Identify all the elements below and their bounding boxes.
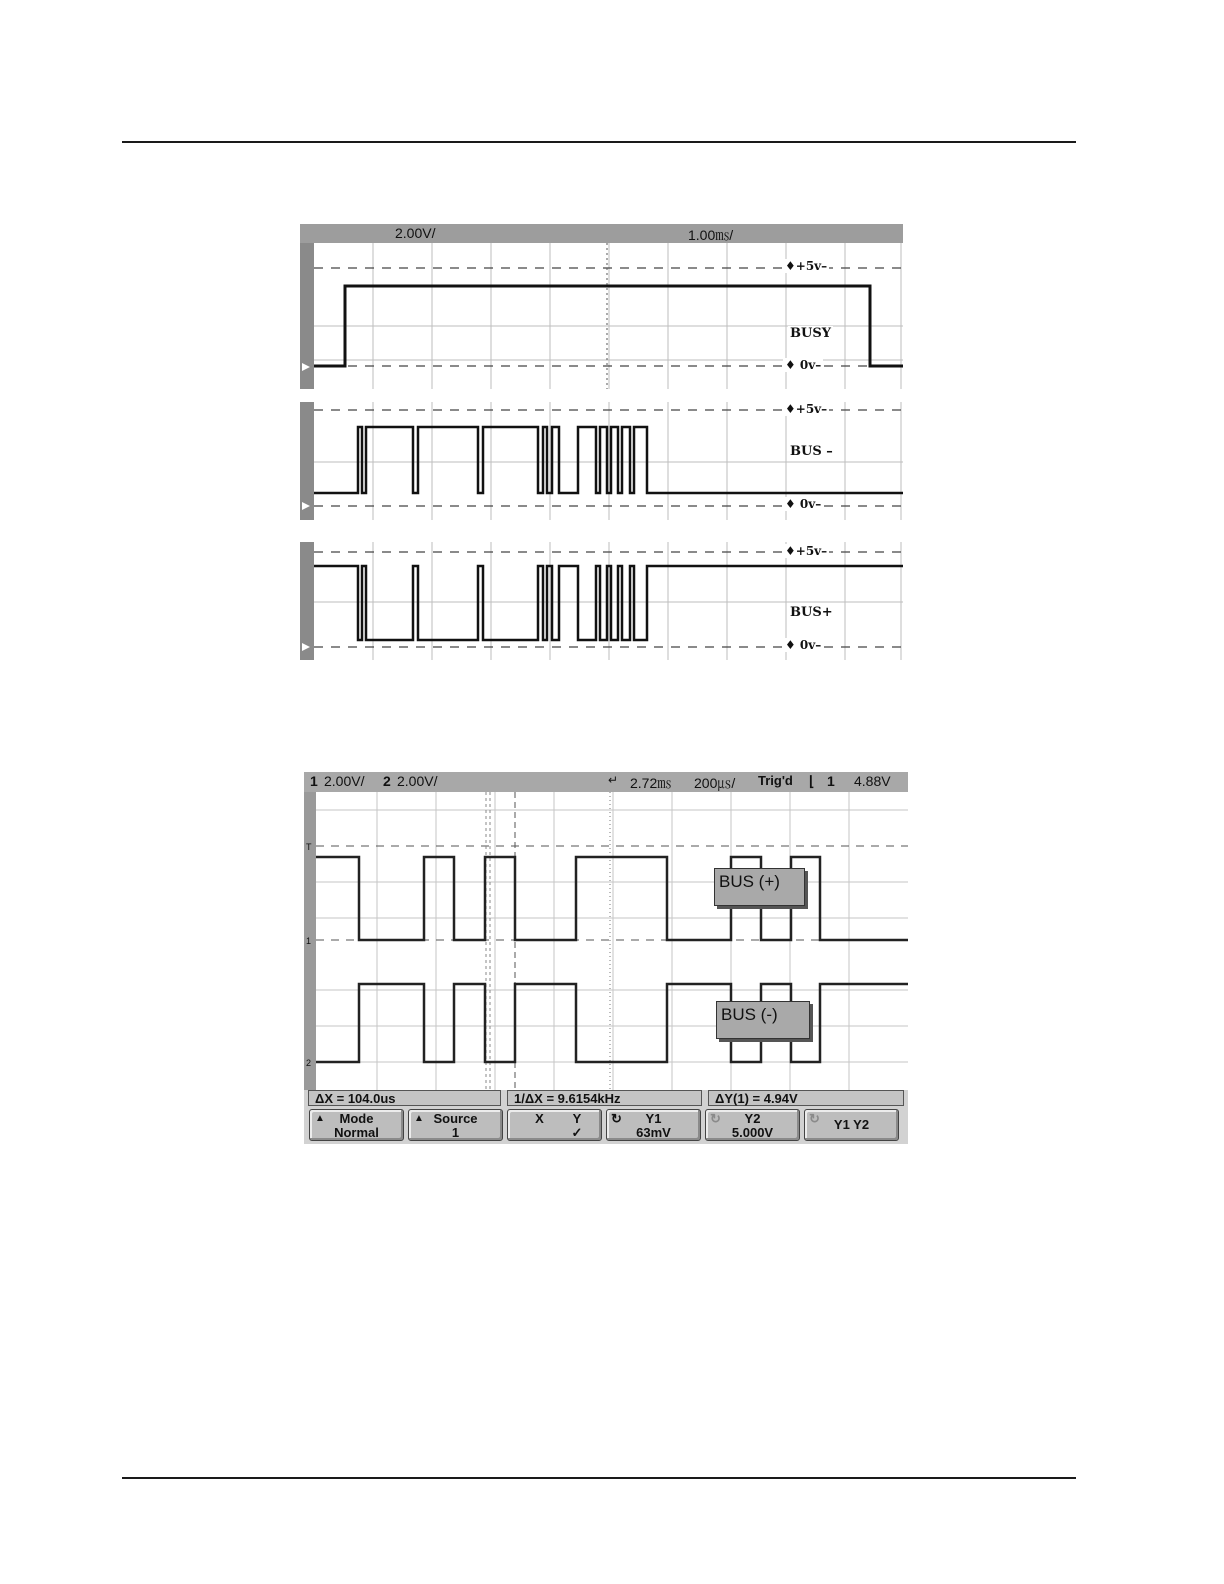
scope2-graticule [304,792,908,1090]
bus-plus-5v-marker: ♦+5v– [785,544,828,558]
trigger-level: 4.88V [854,773,891,789]
delay-marker-icon: ↵ [608,773,619,787]
scope1-time-per-div: 1.00㎳/ [688,227,734,243]
scope1-header [300,224,903,243]
y1-y2-label: Y1 Y2 [833,1117,870,1132]
y-label: Y [572,1111,582,1126]
xy-check-icon: ✓ [571,1125,583,1140]
ch1-scale: 2.00V/ [324,773,365,789]
source-label: Source [433,1111,478,1126]
y2-knob-icon: ↻ [710,1111,721,1126]
y1-knob-icon: ↻ [611,1111,622,1126]
y1-y2-softkey[interactable] [804,1109,899,1141]
y2-softkey[interactable] [705,1109,800,1141]
busy-5v-marker: ♦+5v– [785,259,828,273]
y2-label: Y2 [744,1111,761,1126]
inverse-delta-x-readout: 1/ΔX = 9.6154kHz [507,1090,702,1106]
bus-minus-5v-marker: ♦+5v– [785,402,828,416]
scope2-status-bar [304,772,908,792]
bus-minus-annotation: BUS (-) [716,1001,810,1039]
x-label: X [535,1111,544,1126]
xy-softkey[interactable] [507,1109,602,1141]
y1-y2-knob-icon: ↻ [809,1111,820,1126]
source-up-arrow-icon: ▲ [414,1113,424,1124]
trigger-channel: 1 [827,773,835,789]
mode-value: Normal [334,1125,379,1140]
bus-minus-0v-marker: ♦ 0v– [785,497,822,511]
footer-rule [122,1477,1076,1479]
scope-capture-2 [304,772,908,1144]
bus-minus-trace-panel [300,402,903,520]
svg-text:1: 1 [306,936,312,946]
trigger-status: Trig'd [758,773,793,788]
y1-softkey[interactable] [606,1109,701,1141]
delta-y-readout: ΔY(1) = 4.94V [708,1090,904,1106]
source-value: 1 [451,1125,460,1140]
bus-plus-annotation: BUS (+) [714,868,805,906]
ch2-scale: 2.00V/ [397,773,438,789]
bus-plus-signal-label: BUS+ [790,605,833,620]
ch1-number: 1 [310,773,318,789]
timebase-value: 200㎲/ [694,775,736,791]
delta-x-readout: ΔX = 104.0us [308,1090,501,1106]
trigger-slope-icon: ⌊ [809,773,815,789]
busy-signal-label: BUSY [790,326,831,341]
svg-text:2: 2 [306,1058,312,1068]
header-rule [122,141,1076,143]
scope1-volts-per-div: 2.00V/ [395,225,436,241]
busy-trace-panel [300,243,903,389]
y1-label: Y1 [645,1111,662,1126]
scope-capture-1 [300,224,903,660]
delay-value: 2.72㎳ [630,775,672,791]
y2-value: 5.000V [731,1125,774,1140]
busy-0v-marker: ♦ 0v– [785,358,822,372]
mode-softkey[interactable] [309,1109,404,1141]
mode-label: Mode [339,1111,374,1126]
mode-up-arrow-icon: ▲ [315,1113,325,1124]
ch2-number: 2 [383,773,391,789]
bus-minus-signal-label: BUS – [790,444,833,459]
bus-plus-trace-panel [300,542,903,660]
svg-text:T: T [306,842,312,852]
bus-plus-0v-marker: ♦ 0v– [785,638,822,652]
y1-value: 63mV [636,1125,671,1140]
